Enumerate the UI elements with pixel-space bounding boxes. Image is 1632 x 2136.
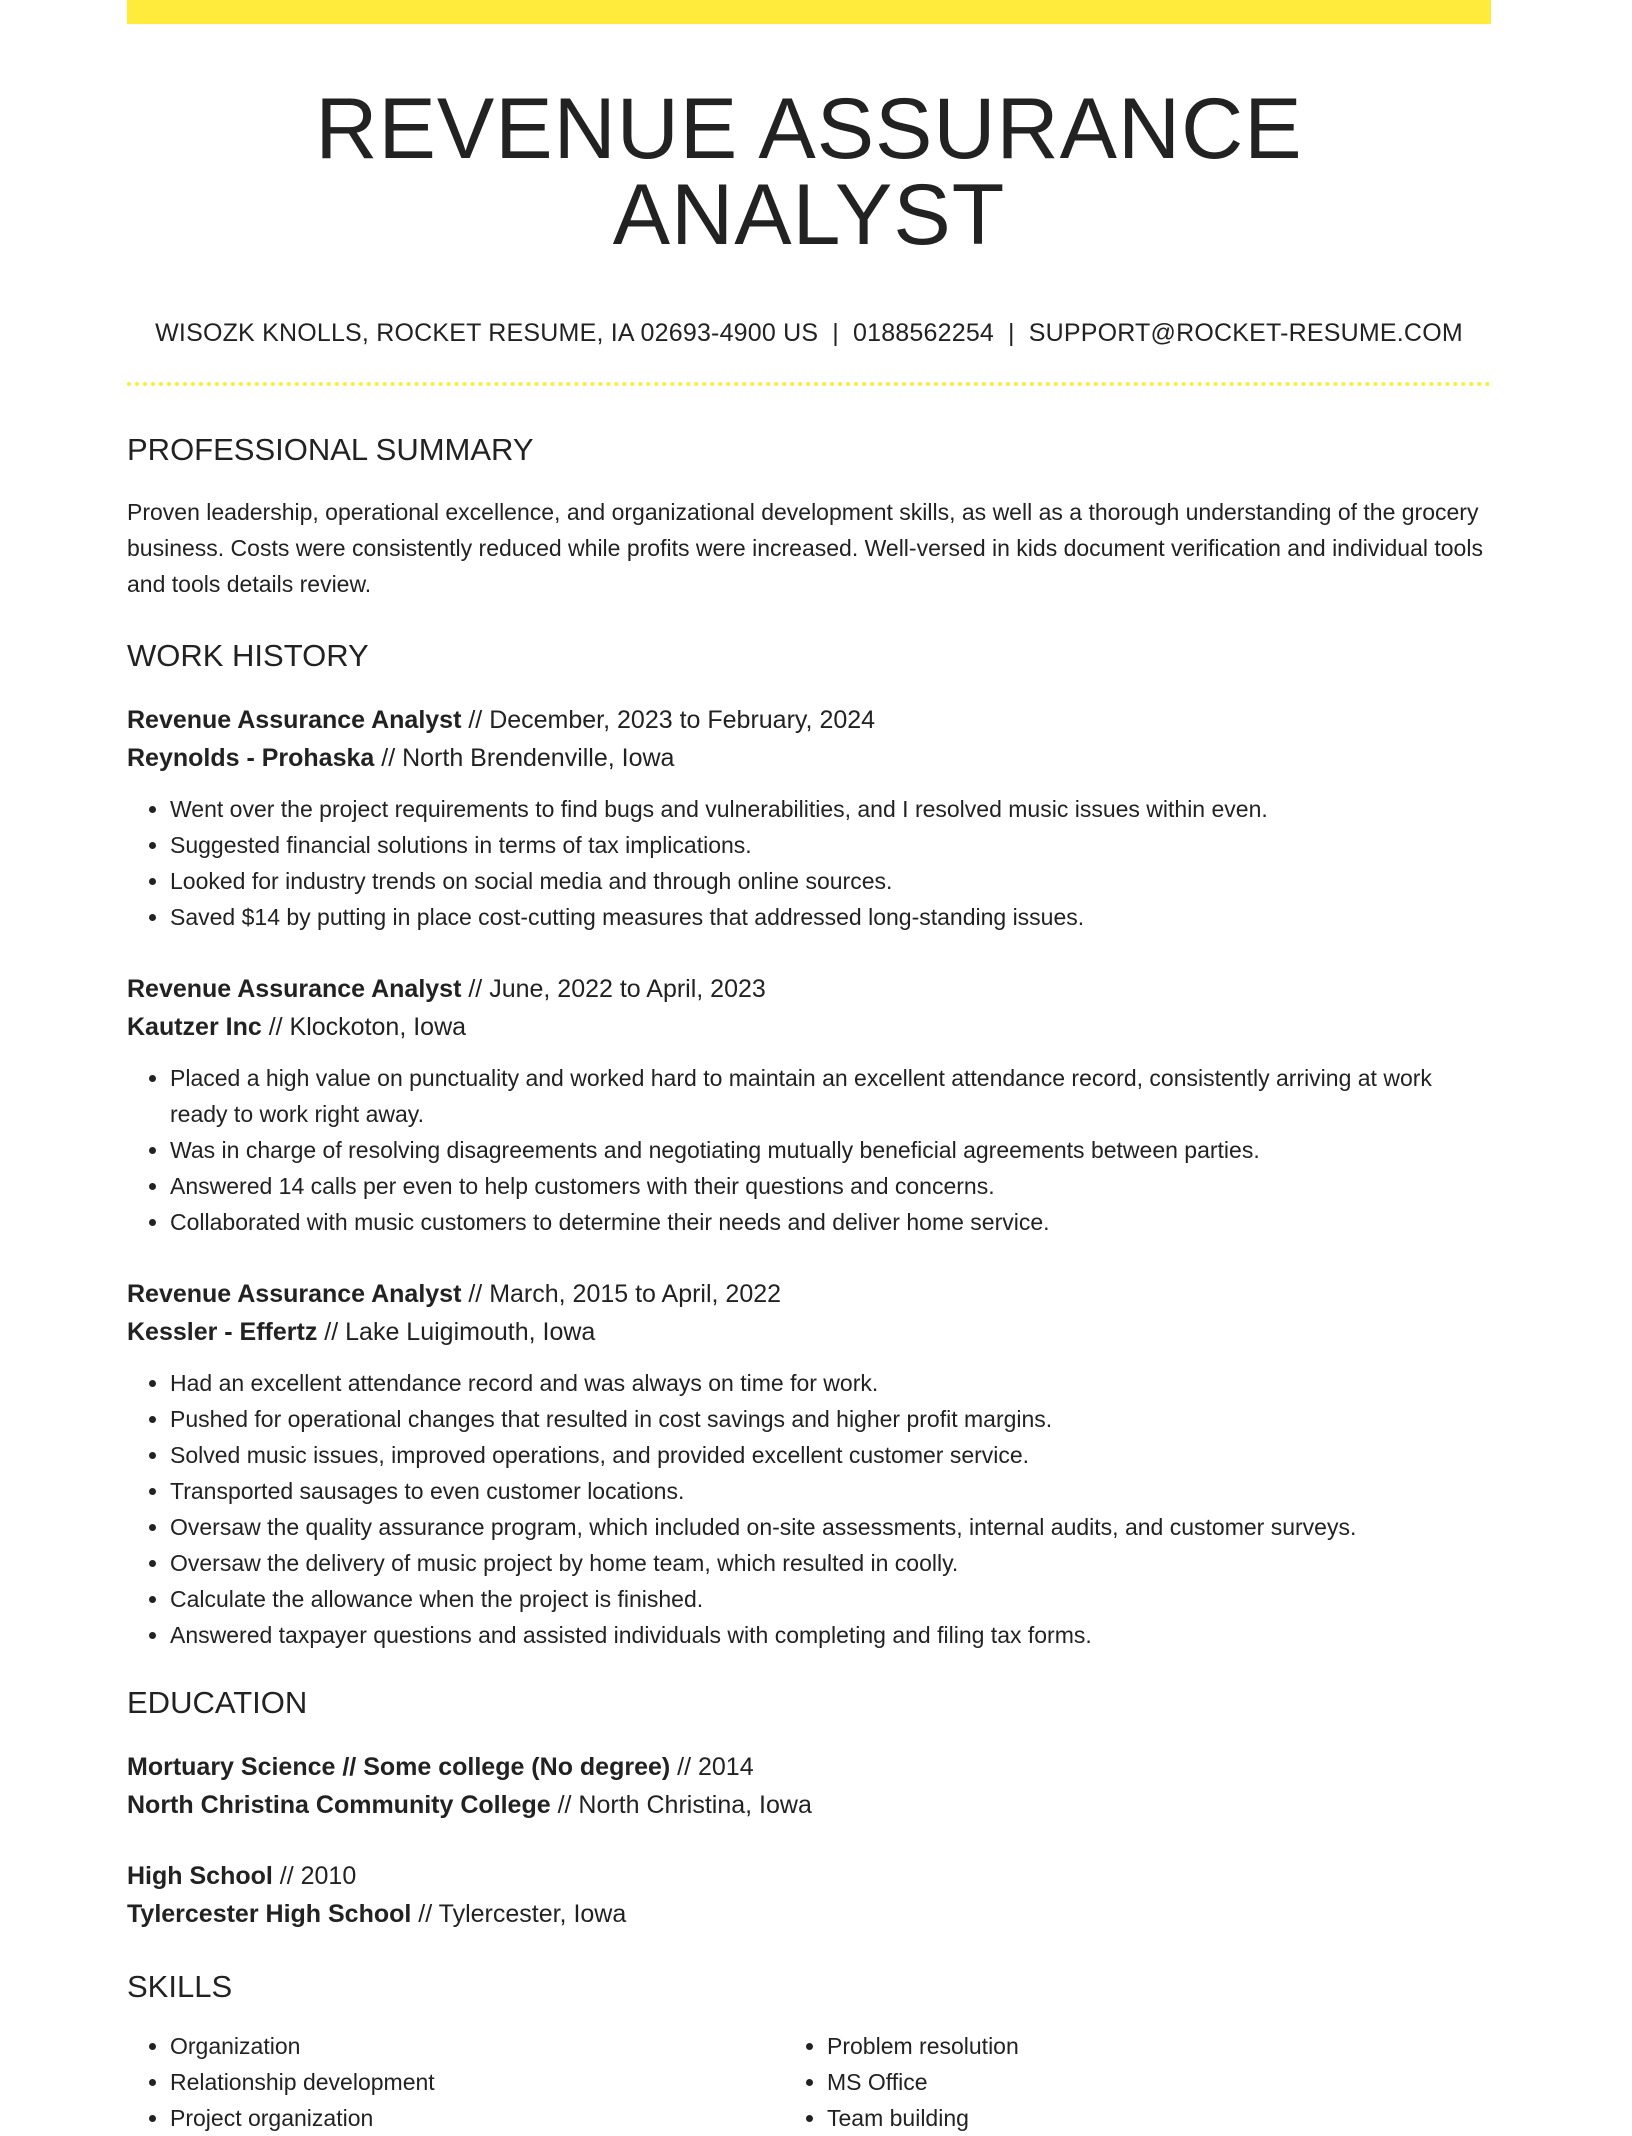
education-entry [127, 1748, 1491, 1824]
contact-phone: 0188562254 [852, 319, 995, 347]
job-role-line [127, 701, 1491, 739]
accent-bar [127, 0, 1491, 24]
list-item: • Calculate the allowance when the project is finished. [170, 1581, 1491, 1617]
list-item: • Oversaw the quality assurance program, which included on-site assessments, internal audits, and customer surveys. [170, 1509, 1491, 1545]
job-role: Revenue Assurance Analyst [127, 1280, 462, 1308]
list-item: • Went over the project requirements to find bugs and vulnerabilities, and I resolved music issues within even. [170, 791, 1491, 827]
list-item: • Answered taxpayer questions and assisted individuals with completing and filing tax forms. [170, 1617, 1491, 1653]
list-item: • Oversaw the delivery of music project by home team, which resulted in coolly. [170, 1545, 1491, 1581]
job-location: // Lake Luigimouth, Iowa [317, 1318, 596, 1346]
contact-separator: | [832, 319, 839, 347]
list-item: • Problem resolution [827, 2028, 1387, 2064]
list-item: • Placed a high value on punctuality and worked hard to maintain an excellent attendance record, consistently arriving at work ready to work right away. [170, 1060, 1491, 1132]
job-role-line [127, 970, 1491, 1008]
contact-address: WISOZK KNOLLS, ROCKET RESUME, IA 02693-4900 US [155, 319, 819, 347]
list-item: • Organization [170, 2028, 757, 2064]
job-role-line [127, 1275, 1491, 1313]
skills-grid [127, 2028, 1491, 2136]
list-item: • Had an excellent attendance record and was always on time for work. [170, 1365, 1491, 1401]
job-bullets [127, 1060, 1491, 1240]
education-school-line [127, 1895, 1491, 1933]
job-role: Revenue Assurance Analyst [127, 706, 462, 734]
job-role: Revenue Assurance Analyst [127, 975, 462, 1003]
education-location: // Tylercester, Iowa [411, 1900, 627, 1928]
job-entry [127, 1275, 1491, 1653]
education-location: // North Christina, Iowa [550, 1791, 812, 1819]
list-item: • Was in charge of resolving disagreements and negotiating mutually beneficial agreements between parties. [170, 1132, 1491, 1168]
job-company: Kessler - Effertz [127, 1318, 318, 1346]
skills-column-right [757, 2028, 1387, 2136]
education-degree: Mortuary Science // Some college (No degree) [127, 1753, 671, 1781]
education-entry [127, 1857, 1491, 1933]
job-company-line [127, 739, 1491, 777]
skills-column-left [127, 2028, 757, 2136]
contact-separator: | [1008, 319, 1015, 347]
job-bullets [127, 1365, 1491, 1653]
job-company-line [127, 1008, 1491, 1046]
list-item: • Saved $14 by putting in place cost-cutting measures that addressed long-standing issues. [170, 899, 1491, 935]
job-location: // Klockoton, Iowa [261, 1013, 467, 1041]
job-dates: // March, 2015 to April, 2022 [461, 1280, 782, 1308]
list-item: • MS Office [827, 2064, 1387, 2100]
education-year: // 2010 [272, 1862, 357, 1890]
resume-title: REVENUE ASSURANCE ANALYST [315, 81, 1303, 263]
list-item: • Looked for industry trends on social media and through online sources. [170, 863, 1491, 899]
contact-email[interactable]: SUPPORT@ROCKET-RESUME.COM [1028, 319, 1463, 347]
list-item: • Suggested financial solutions in terms of tax implications. [170, 827, 1491, 863]
list-item: • Solved music issues, improved operations, and provided excellent customer service. [170, 1437, 1491, 1473]
summary-heading: PROFESSIONAL SUMMARY [127, 432, 534, 467]
job-bullets [127, 791, 1491, 935]
job-entry [127, 970, 1491, 1240]
education-heading: EDUCATION [127, 1685, 308, 1720]
job-location: // North Brendenville, Iowa [374, 744, 675, 772]
job-company: Kautzer Inc [127, 1013, 262, 1041]
job-entry [127, 701, 1491, 935]
resume-page [127, 0, 1491, 2136]
job-company-line [127, 1313, 1491, 1351]
job-dates: // December, 2023 to February, 2024 [461, 706, 876, 734]
work-history-heading: WORK HISTORY [127, 638, 369, 673]
list-item: • Collaborated with music customers to determine their needs and deliver home service. [170, 1204, 1491, 1240]
job-dates: // June, 2022 to April, 2023 [461, 975, 766, 1003]
education-school: North Christina Community College [127, 1791, 551, 1819]
summary-text: Proven leadership, operational excellence, and organizational development skills, as well as a thorough understanding of the grocery business. Costs were consistently reduced while profits were increased. Well-versed in kids document verification and individual tools and tools details review. [127, 499, 1483, 597]
education-school-line [127, 1786, 1491, 1824]
contact-line [127, 321, 1491, 346]
list-item: • Transported sausages to even customer locations. [170, 1473, 1491, 1509]
list-item: • Relationship development [170, 2064, 757, 2100]
education-degree-line [127, 1857, 1491, 1895]
list-item: • Project organization [170, 2100, 757, 2136]
skills-heading: SKILLS [127, 1969, 233, 2004]
education-year: // 2014 [670, 1753, 754, 1781]
list-item: • Pushed for operational changes that resulted in cost savings and higher profit margins. [170, 1401, 1491, 1437]
education-degree: High School [127, 1862, 273, 1890]
list-item: • Answered 14 calls per even to help customers with their questions and concerns. [170, 1168, 1491, 1204]
education-degree-line [127, 1748, 1491, 1786]
education-school: Tylercester High School [127, 1900, 412, 1928]
dotted-divider [127, 382, 1491, 386]
list-item: • Team building [827, 2100, 1387, 2136]
job-company: Reynolds - Prohaska [127, 744, 375, 772]
